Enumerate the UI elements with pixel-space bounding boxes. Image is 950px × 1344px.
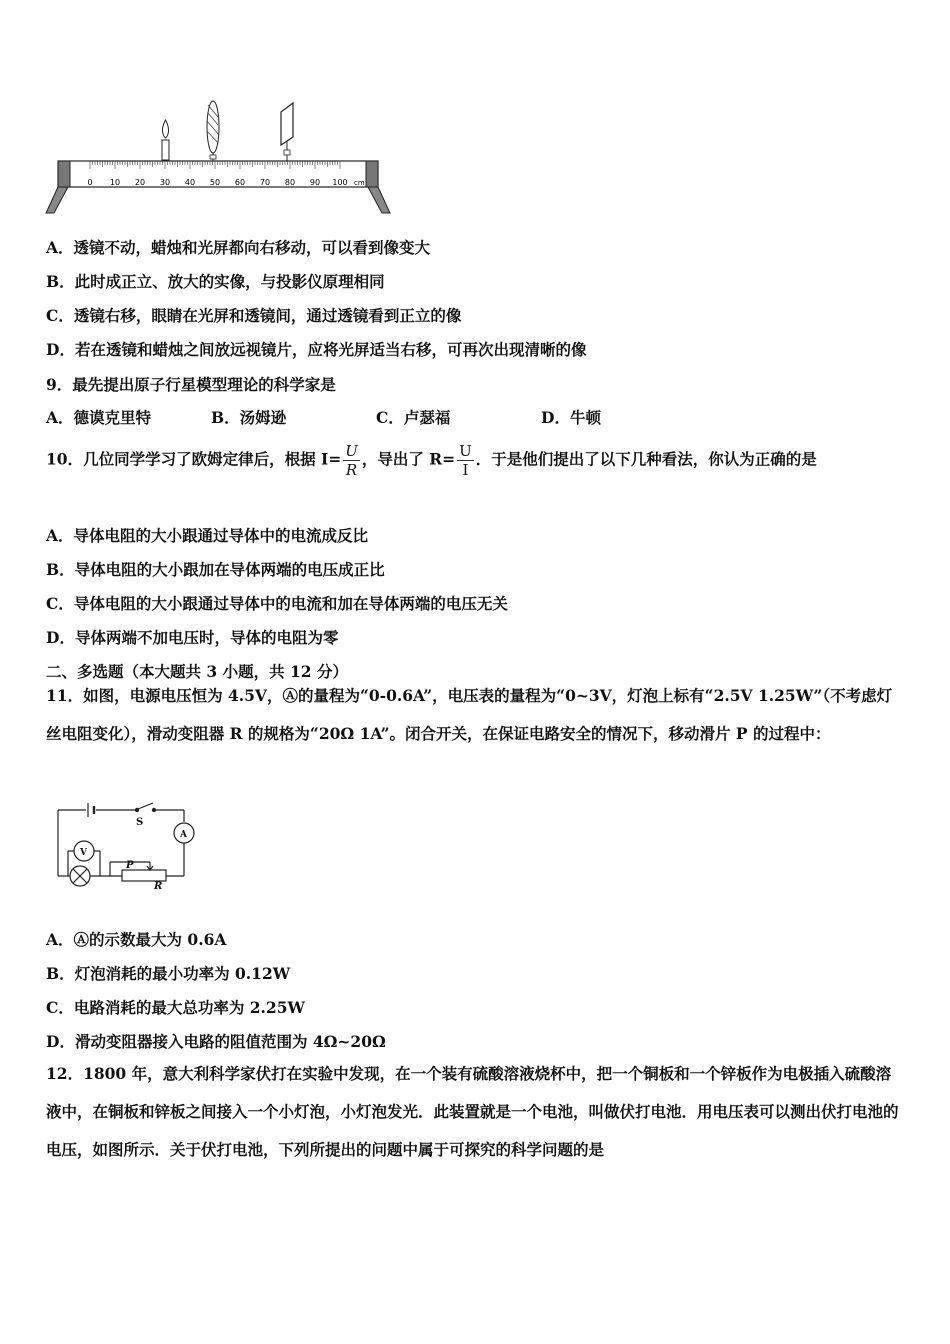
q10-stem-part2: ，导出了 R= (361, 449, 456, 469)
bench-tick-label: 100 (332, 178, 348, 187)
circuit-diagram (50, 800, 210, 892)
q10-stem-part3: ．于是他们提出了以下几种看法，你认为正确的是 (475, 449, 817, 469)
optical-bench-figure (40, 95, 400, 220)
q11-option-b[interactable]: B．灯泡消耗的最小功率为 0.12W (46, 964, 291, 983)
fraction-u-over-i (457, 442, 474, 479)
q10-option-d[interactable]: D．导体两端不加电压时，导体的电阻为零 (46, 628, 339, 647)
bench-tick-label: 30 (159, 178, 171, 187)
bench-tick-label: 70 (259, 178, 271, 187)
slider-label: P (126, 860, 134, 871)
q9-option-a[interactable]: A．德谟克里特 (46, 408, 152, 427)
q8-option-b[interactable]: B．此时成正立、放大的实像，与投影仪原理相同 (46, 272, 385, 291)
q9-option-b[interactable]: B．汤姆逊 (211, 408, 287, 427)
bench-unit-label: cm (354, 179, 365, 187)
q11-option-a[interactable]: A．Ⓐ的示数最大为 0.6A (46, 930, 227, 949)
bench-tick-label: 40 (184, 178, 196, 187)
q10-option-c[interactable]: C．导体电阻的大小跟通过导体中的电流和加在导体两端的电压无关 (46, 594, 508, 613)
q11-stem: 11．如图，电源电压恒为 4.5V，Ⓐ的量程为“0-0.6A”，电压表的量程为“0~3V，灯泡上标有“2.5V 1.25W”（不考虑灯丝电阻变化），滑动变阻器 R 的规格为“20Ω 1A”。闭合开关，在保证电路安全的情况下，移动滑片 P 的过程中： (46, 686, 893, 743)
q8-option-d[interactable]: D．若在透镜和蜡烛之间放远视镜片，应将光屏适当右移，可再次出现清晰的像 (46, 340, 587, 359)
q12-stem: 12．1800 年，意大利科学家伏打在实验中发现，在一个装有硫酸溶液烧杯中，把一个铜板和一个锌板作为电极插入硫酸溶液中，在铜板和锌板之间接入一个小灯泡，小灯泡发光．此装置就是一个电池，叫做伏打电池．用电压表可以测出伏打电池的电压，如图所示．关于伏打电池，下列所提出的问题中属于可探究的科学问题的是 (46, 1064, 899, 1159)
bench-tick-label: 0 (87, 178, 93, 187)
bench-tick-label: 10 (109, 178, 121, 187)
frac1-denominator: R (345, 461, 358, 479)
q9-stem: 9．最先提出原子行星模型理论的科学家是 (46, 375, 336, 394)
frac1-numerator: U (345, 442, 358, 460)
bench-tick-label: 90 (309, 178, 321, 187)
q9-options (46, 406, 601, 428)
section-heading: 二、多选题（本大题共 3 小题，共 12 分） (46, 662, 348, 681)
q10-option-b[interactable]: B．导体电阻的大小跟加在导体两端的电压成正比 (46, 560, 385, 579)
candle-icon (162, 120, 169, 163)
q9-option-c[interactable]: C．卢瑟福 (376, 408, 451, 427)
frac2-denominator: I (462, 461, 469, 479)
q9-option-d[interactable]: D．牛顿 (541, 408, 601, 427)
q10-stem-part1: 10．几位同学学习了欧姆定律后，根据 I= (46, 449, 342, 469)
bench-tick-label: 80 (284, 178, 296, 187)
convex-lens-icon (207, 101, 219, 163)
q8-option-c[interactable]: C．透镜右移，眼睛在光屏和透镜间，通过透镜看到正立的像 (46, 306, 462, 325)
ammeter-label: A (180, 830, 187, 840)
bench-tick-label: 50 (209, 178, 221, 187)
resistor-label: R (154, 881, 163, 892)
frac2-numerator: U (459, 442, 472, 460)
q10-option-a[interactable]: A．导体电阻的大小跟通过导体中的电流成反比 (46, 526, 369, 545)
q11-option-d[interactable]: D．滑动变阻器接入电路的阻值范围为 4Ω~20Ω (46, 1032, 386, 1051)
bench-tick-label: 60 (234, 178, 246, 187)
voltmeter-label: V (80, 848, 87, 858)
optical-bench (46, 161, 390, 213)
light-screen-icon (281, 103, 293, 163)
switch-label: S (136, 817, 144, 828)
q8-option-a[interactable]: A．透镜不动，蜡烛和光屏都向右移动，可以看到像变大 (46, 238, 431, 257)
fraction-u-over-r (343, 442, 360, 479)
bench-tick-label: 20 (134, 178, 146, 187)
q11-option-c[interactable]: C．电路消耗的最大总功率为 2.25W (46, 998, 305, 1017)
q10-stem (46, 442, 817, 479)
